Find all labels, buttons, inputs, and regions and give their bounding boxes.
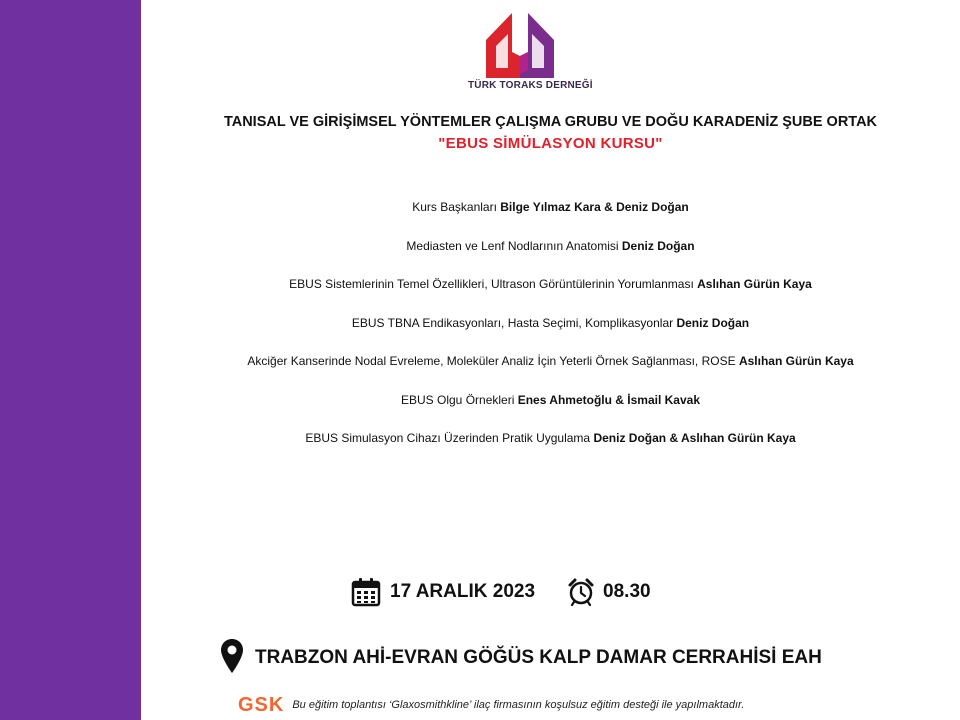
- program-topic: EBUS Sistemlerinin Temel Özellikleri, Ultrason Görüntülerinin Yorumlanması: [289, 277, 698, 291]
- gsk-logo: GSK: [238, 693, 285, 716]
- program-speaker: Enes Ahmetoğlu & İsmail Kavak: [517, 392, 700, 407]
- program-speaker: Deniz Doğan: [676, 315, 750, 330]
- program-topic: EBUS Olgu Örnekleri: [401, 392, 518, 407]
- program-row: [141, 316, 960, 355]
- program-list: [141, 200, 960, 470]
- program-speaker: Deniz Doğan & Aslıhan Gürün Kaya: [593, 431, 796, 445]
- event-datetime: [351, 576, 651, 608]
- alarm-clock-icon: [567, 578, 595, 606]
- program-topic: EBUS TBNA Endikasyonları, Hasta Seçimi, Komplikasyonlar: [351, 315, 677, 330]
- event-time: 08.30: [603, 581, 651, 602]
- course-title: "EBUS SİMÜLASYON KURSU": [438, 135, 663, 152]
- event-location: [220, 638, 822, 678]
- header-line-1: TANISAL VE GİRİŞİMSEL YÖNTEMLER ÇALIŞMA GRUBU VE DOĞU KARADENİZ ŞUBE ORTAK: [223, 114, 878, 130]
- location-text: TRABZON AHİ-EVRAN GÖĞÜS KALP DAMAR CERRAHİSİ EAH: [255, 647, 822, 668]
- org-name: TÜRK TORAKS DERNEĞİ: [468, 80, 593, 91]
- program-speaker: Aslıhan Gürün Kaya: [697, 277, 812, 291]
- program-speaker: Deniz Doğan: [621, 238, 695, 253]
- purple-sidebar: [0, 0, 141, 720]
- lungs-logo-icon: [480, 10, 560, 78]
- program-row: [141, 239, 960, 278]
- program-row: [141, 354, 960, 393]
- program-topic: Mediasten ve Lenf Nodlarının Anatomisi: [406, 238, 622, 253]
- map-pin-icon: [220, 638, 244, 679]
- program-speaker: Aslıhan Gürün Kaya: [738, 354, 854, 368]
- program-row: [141, 277, 960, 316]
- program-topic: Akciğer Kanserinde Nodal Evreleme, Moleküler Analiz İçin Yeterli Örnek Sağlanması, ROSE: [247, 354, 739, 368]
- turk-toraks-logo: [468, 10, 593, 98]
- program-speaker: Bilge Yılmaz Kara & Deniz Doğan: [500, 200, 689, 214]
- sponsor-footer: [238, 692, 744, 718]
- calendar-icon: [351, 577, 381, 607]
- program-topic: Kurs Başkanları: [412, 200, 501, 214]
- program-row: [141, 200, 960, 239]
- sponsor-disclaimer: Bu eğitim toplantısı ‘Glaxosmithkline’ ilaç firmasının koşulsuz eğitim desteği ile yapılmaktadır.: [292, 699, 745, 711]
- event-date: 17 ARALIK 2023: [390, 581, 536, 602]
- program-row: [141, 431, 960, 470]
- program-row: [141, 393, 960, 432]
- program-topic: EBUS Simulasyon Cihazı Üzerinden Pratik Uygulama: [305, 431, 594, 445]
